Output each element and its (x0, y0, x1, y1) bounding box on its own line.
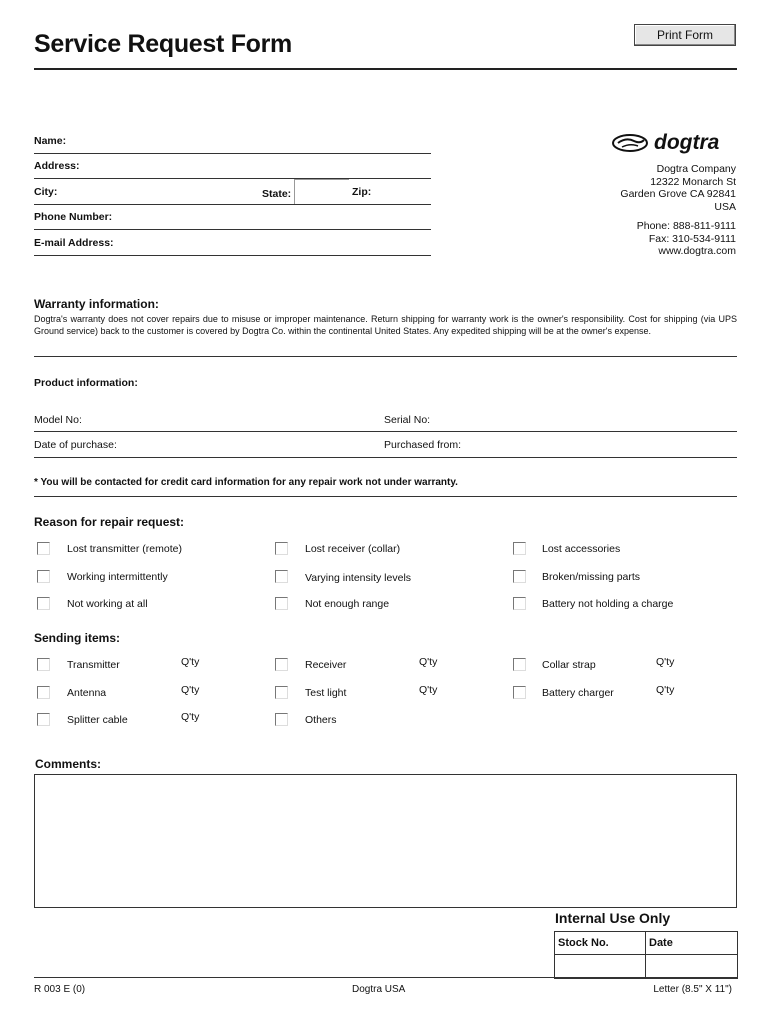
footer-divider (34, 977, 737, 978)
company-phone: Phone: 888-811-9111 (636, 220, 736, 232)
checkbox-broken-parts[interactable] (513, 570, 526, 583)
form-code: R 003 E (0) (34, 984, 86, 995)
table-divider (555, 954, 737, 955)
qty-label: Q'ty (181, 684, 200, 696)
model-serial-field[interactable] (34, 431, 737, 432)
company-street: 12322 Monarch St (650, 175, 736, 188)
reason-label: Lost receiver (collar) (305, 543, 401, 555)
address-field[interactable] (34, 178, 431, 179)
reason-label: Lost accessories (542, 543, 621, 555)
checkbox-splitter-cable[interactable] (37, 713, 50, 726)
city-field[interactable] (34, 204, 431, 205)
comments-textarea[interactable] (34, 774, 737, 908)
company-address (620, 163, 736, 213)
serial-label: Serial No: (384, 414, 431, 426)
name-label: Name: (34, 135, 67, 147)
checkbox-lost-receiver[interactable] (275, 542, 288, 555)
sending-title: Sending items: (34, 631, 121, 645)
qty-label: Q'ty (419, 684, 438, 696)
checkbox-battery-charger[interactable] (513, 686, 526, 699)
address-label: Address: (34, 160, 80, 172)
notice-divider (34, 496, 737, 497)
email-label: E-mail Address: (34, 237, 114, 249)
phone-field[interactable] (34, 229, 431, 230)
dogtra-logo (610, 128, 738, 156)
reason-label: Working intermittently (67, 571, 168, 583)
logo-wordmark: dogtra (654, 131, 720, 154)
reason-label: Not working at all (67, 598, 148, 610)
qty-label: Q'ty (656, 684, 675, 696)
item-label: Transmitter (67, 659, 120, 671)
item-label: Antenna (67, 687, 107, 699)
checkbox-collar-strap[interactable] (513, 658, 526, 671)
checkbox-transmitter[interactable] (37, 658, 50, 671)
state-label: State: (262, 188, 292, 200)
reason-label: Lost transmitter (remote) (67, 543, 182, 555)
internal-use-table (554, 931, 738, 979)
stock-no-field[interactable] (556, 956, 644, 977)
email-field[interactable] (34, 255, 431, 256)
checkbox-varying-intensity[interactable] (275, 570, 288, 583)
qty-label: Q'ty (656, 656, 675, 668)
reason-label: Broken/missing parts (542, 571, 641, 583)
state-field[interactable] (294, 179, 349, 205)
qty-label: Q'ty (181, 656, 200, 668)
checkbox-working-intermittently[interactable] (37, 570, 50, 583)
qty-label: Q'ty (419, 656, 438, 668)
date-from-field[interactable] (34, 457, 737, 458)
model-label: Model No: (34, 414, 82, 426)
company-country: USA (714, 200, 736, 213)
table-divider (645, 932, 646, 978)
checkbox-test-light[interactable] (275, 686, 288, 699)
internal-use-title: Internal Use Only (555, 910, 671, 926)
company-fax: Fax: 310-534-9111 (648, 232, 736, 245)
from-label: Purchased from: (384, 439, 462, 451)
phone-label: Phone Number: (34, 211, 113, 223)
item-label: Receiver (305, 659, 347, 671)
zip-label: Zip: (352, 186, 372, 198)
checkbox-not-enough-range[interactable] (275, 597, 288, 610)
date-field[interactable] (647, 956, 735, 977)
company-web: www.dogtra.com (658, 245, 736, 257)
item-label: Battery charger (542, 687, 614, 699)
product-title: Product information: (34, 377, 138, 389)
checkbox-not-working[interactable] (37, 597, 50, 610)
reason-label: Battery not holding a charge (542, 598, 674, 610)
paper-size: Letter (8.5" X 11") (653, 984, 732, 995)
dog-emblem-icon (610, 128, 738, 156)
company-name: Dogtra Company (656, 163, 736, 175)
company-contact (637, 220, 736, 258)
title-divider (34, 68, 737, 70)
credit-notice: * You will be contacted for credit card information for any repair work not under warranty. (34, 477, 458, 488)
warranty-divider (34, 356, 737, 357)
item-label: Collar strap (542, 659, 596, 671)
comments-title: Comments: (35, 757, 102, 771)
checkbox-others[interactable] (275, 713, 288, 726)
city-label: City: (34, 186, 58, 198)
reason-label: Varying intensity levels (305, 572, 412, 584)
checkbox-receiver[interactable] (275, 658, 288, 671)
item-label: Others (305, 714, 337, 726)
checkbox-lost-transmitter[interactable] (37, 542, 50, 555)
warranty-text: Dogtra's warranty does not cover repairs due to misuse or improper maintenance. Return shipping for warranty work is the owner's responsibility. Cost for shipping (via UPS Ground service) back to the customer is covered by Dogtra Co. within the continental United States. Any expedited shipping will be at the owner's expense. (34, 314, 737, 336)
footer-company: Dogtra USA (352, 984, 406, 995)
reasons-title: Reason for repair request: (34, 515, 185, 529)
checkbox-antenna[interactable] (37, 686, 50, 699)
print-form-button[interactable]: Print Form (634, 24, 736, 46)
name-field[interactable] (34, 153, 431, 154)
checkbox-battery-charge[interactable] (513, 597, 526, 610)
item-label: Splitter cable (67, 714, 128, 726)
company-city: Garden Grove CA 92841 (620, 188, 736, 200)
item-label: Test light (305, 687, 347, 699)
page-title: Service Request Form (34, 30, 292, 58)
date-label: Date of purchase: (34, 439, 117, 451)
reason-label: Not enough range (305, 598, 390, 610)
warranty-title: Warranty information: (34, 297, 159, 311)
qty-label: Q'ty (181, 711, 200, 723)
checkbox-lost-accessories[interactable] (513, 542, 526, 555)
date-header: Date (649, 937, 673, 949)
stock-no-header: Stock No. (558, 937, 609, 949)
